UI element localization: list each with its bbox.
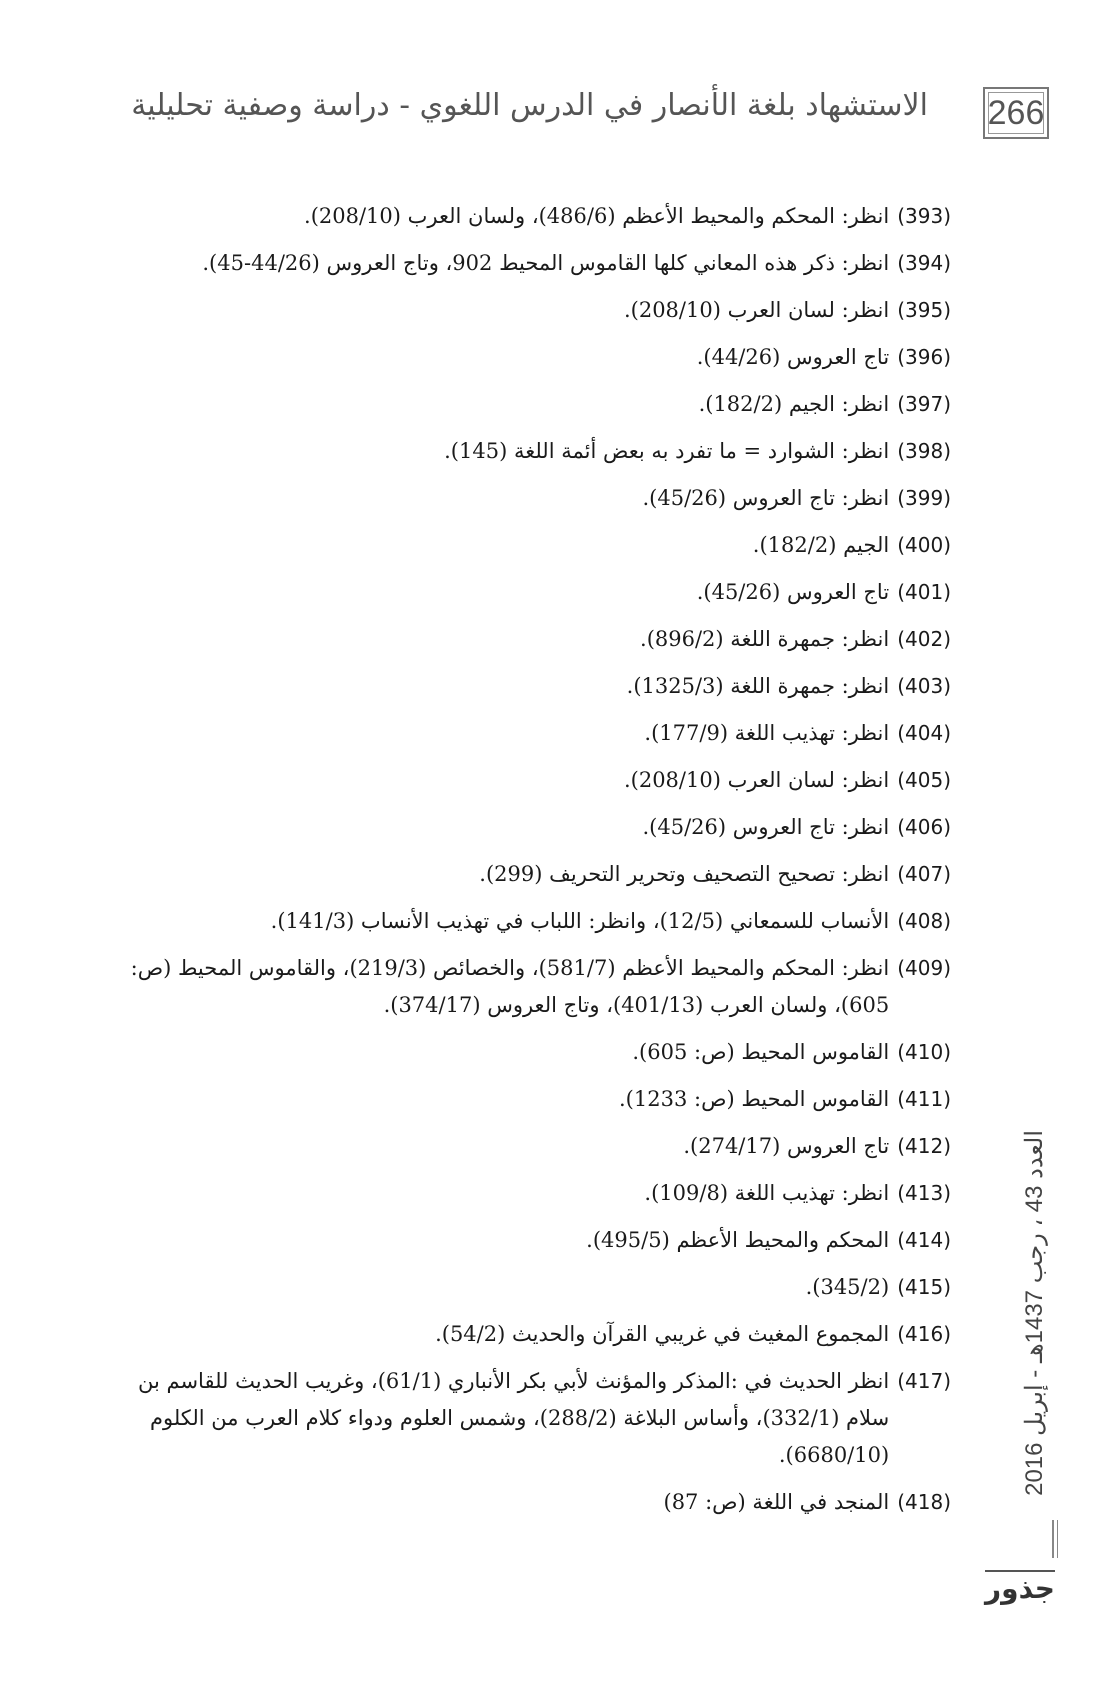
footnote [111,762,951,799]
footnote [111,198,951,235]
footnote-number: (415) [897,1275,951,1299]
footnote-text: انظر الحديث في :المذكر والمؤنث لأبي بكر الأنباري (61/1)، وغريب الحديث للقاسم بن سلام (332/1)، وأساس البلاغة (288/2)، وشمس العلوم ودواء كلام العرب من الكلوم (6680/10). [137,1369,890,1467]
footnote-text: انظر: المحكم والمحيط الأعظم (486/6)، ولسان العرب (208/10). [304,204,890,228]
footnote-number: (418) [897,1490,951,1514]
footnote-text: انظر: لسان العرب (208/10). [623,768,890,792]
footnote [111,856,951,893]
footnote [111,1128,951,1165]
footnote-number: (398) [897,439,951,463]
footnote [111,1484,951,1521]
footnote [111,621,951,658]
footnote-text: المحكم والمحيط الأعظم (495/5). [586,1228,890,1252]
footnote [111,574,951,611]
issue-info: العدد 43 ، رجب 1437هـ - إبريل 2016 [1021,1130,1048,1496]
footnote-number: (414) [897,1228,951,1252]
footnote-text: انظر: جمهرة اللغة (896/2). [640,627,890,651]
footnote-number: (393) [897,204,951,228]
footnote-number: (402) [897,627,951,651]
footnote [111,668,951,705]
footnote-text: انظر: تاج العروس (45/26). [642,815,890,839]
footnote-text: انظر: الجيم (182/2). [698,392,890,416]
footnote-text: انظر: جمهرة اللغة (1325/3). [626,674,890,698]
footnote-text: انظر: تهذيب اللغة (109/8). [644,1181,890,1205]
footnote-number: (411) [897,1087,951,1111]
footnote [111,433,951,470]
footnote-text: المنجد في اللغة (ص: 87) [663,1490,890,1514]
footnote-number: (416) [897,1322,951,1346]
sidebar-rule [1057,1520,1058,1558]
footnote-text: المجموع المغيث في غريبي القرآن والحديث (54/2). [435,1322,890,1346]
footnote-number: (404) [897,721,951,745]
footnote [111,1316,951,1353]
footnote [111,809,951,846]
footnote-number: (412) [897,1134,951,1158]
footnote-number: (405) [897,768,951,792]
footnote-text: انظر: تهذيب اللغة (177/9). [644,721,890,745]
footnote-text: انظر: المحكم والمحيط الأعظم (581/7)، والخصائص (219/3)، والقاموس المحيط (ص: 605)، ولسان العرب (401/13)، وتاج العروس (374/17). [130,956,890,1017]
footnote-number: (406) [897,815,951,839]
footnote-number: (396) [897,345,951,369]
footnote-number: (408) [897,909,951,933]
footnote-number: (413) [897,1181,951,1205]
footnote-number: (395) [897,298,951,322]
footnote-text: تاج العروس (45/26). [696,580,890,604]
footnote [111,527,951,564]
footnote [111,386,951,423]
footnote-number: (400) [897,533,951,557]
footnote-text: انظر: الشوارد = ما تفرد به بعض أئمة اللغة (145). [444,439,890,463]
footnote [111,1034,951,1071]
footnote [111,1222,951,1259]
footnote-number: (409) [897,956,951,980]
footnote-text: انظر: لسان العرب (208/10). [623,298,890,322]
footnote [111,339,951,376]
footnote-number: (397) [897,392,951,416]
footnote-text: القاموس المحيط (ص: 1233). [618,1087,890,1111]
footnote-text: تاج العروس (274/17). [683,1134,890,1158]
footnote-number: (417) [897,1369,951,1393]
footnote [111,480,951,517]
footnote-number: (410) [897,1040,951,1064]
footnote-text: انظر: ذكر هذه المعاني كلها القاموس المحيط 902، وتاج العروس (44/26-45). [202,251,890,275]
sidebar-rule [1052,1520,1054,1558]
footnote-text: (345/2). [805,1275,890,1299]
footnote [111,1363,951,1474]
page-number: 266 [983,87,1049,139]
footnote [111,950,951,1024]
footnote-text: انظر: تاج العروس (45/26). [642,486,890,510]
footnote-number: (401) [897,580,951,604]
footnote-text: تاج العروس (44/26). [696,345,890,369]
running-title: الاستشهاد بلغة الأنصار في الدرس اللغوي - دراسة وصفية تحليلية [131,88,928,123]
footnote-number: (394) [897,251,951,275]
footnote-number: (407) [897,862,951,886]
footnote [111,903,951,940]
footnote [111,1175,951,1212]
footnote [111,1269,951,1306]
footnote-number: (399) [897,486,951,510]
footnote [111,715,951,752]
footnote-text: الأنساب للسمعاني (12/5)، وانظر: اللباب في تهذيب الأنساب (141/3). [270,909,890,933]
journal-logo: جذور [985,1570,1055,1608]
footnote-text: انظر: تصحيح التصحيف وتحرير التحريف (299). [479,862,890,886]
footnote-text: القاموس المحيط (ص: 605). [632,1040,890,1064]
footnote-number: (403) [897,674,951,698]
footnote [111,245,951,282]
footnote-text: الجيم (182/2). [752,533,890,557]
footnotes-list [111,198,951,1531]
footnote [111,292,951,329]
footnote [111,1081,951,1118]
